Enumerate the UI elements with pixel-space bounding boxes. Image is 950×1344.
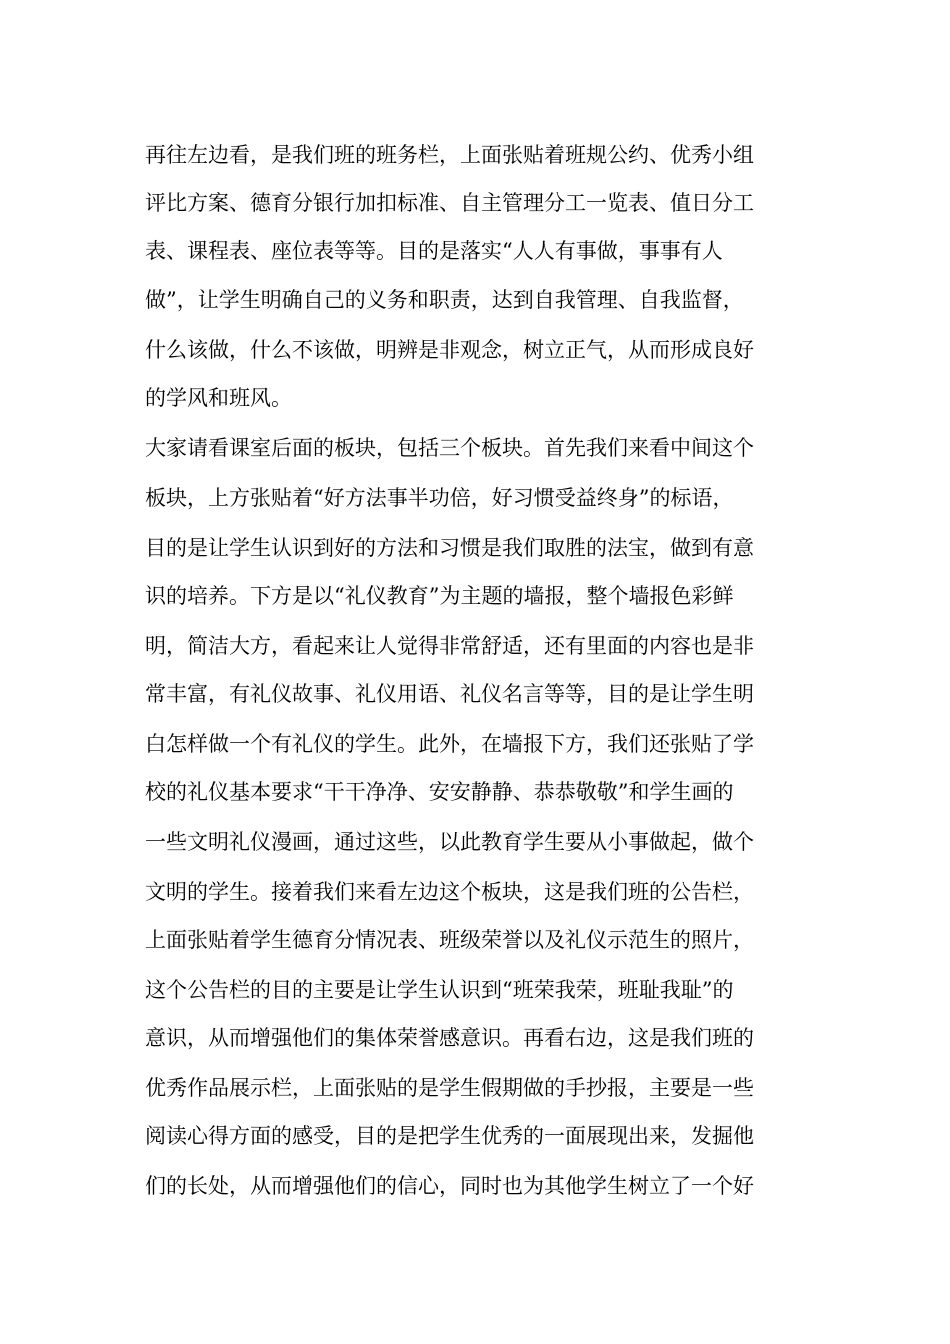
text-line: 阅读心得方面的感受，目的是把学生优秀的一面展现出来，发掘他 (145, 1124, 754, 1148)
text-line: 意识，从而增强他们的集体荣誉感意识。再看右边，这是我们班的 (145, 1026, 754, 1050)
text-line: 们的长处，从而增强他们的信心，同时也为其他学生树立了一个好 (145, 1174, 754, 1198)
text-line: 什么该做，什么不该做，明辨是非观念，树立正气，从而形成良好 (145, 338, 754, 362)
text-line: 一些文明礼仪漫画，通过这些，以此教育学生要从小事做起，做个 (145, 830, 754, 854)
text-line: 表、课程表、座位表等等。目的是落实“人人有事做，事事有人 (145, 239, 723, 263)
text-line: 白怎样做一个有礼仪的学生。此外，在墙报下方，我们还张贴了学 (145, 732, 754, 756)
text-line: 文明的学生。接着我们来看左边这个板块，这是我们班的公告栏， (145, 880, 754, 904)
text-line: 这个公告栏的目的主要是让学生认识到“班荣我荣，班耻我耻”的 (145, 978, 734, 1002)
text-line: 目的是让学生认识到好的方法和习惯是我们取胜的法宝，做到有意 (145, 536, 754, 560)
text-line: 评比方案、德育分银行加扣标准、自主管理分工一览表、值日分工 (145, 191, 754, 215)
text-line: 校的礼仪基本要求“干干净净、安安静静、恭恭敬敬”和学生画的 (145, 780, 734, 804)
text-line: 常丰富，有礼仪故事、礼仪用语、礼仪名言等等，目的是让学生明 (145, 682, 754, 706)
text-line: 做”，让学生明确自己的义务和职责，达到自我管理、自我监督， (145, 288, 744, 312)
text-line: 识的培养。下方是以“礼仪教育”为主题的墙报，整个墙报色彩鲜 (145, 584, 734, 608)
text-line: 明，简洁大方，看起来让人觉得非常舒适，还有里面的内容也是非 (145, 634, 754, 658)
text-line: 上面张贴着学生德育分情况表、班级荣誉以及礼仪示范生的照片， (145, 928, 754, 952)
text-line: 板块，上方张贴着“好方法事半功倍，好习惯受益终身”的标语， (145, 486, 734, 510)
text-line: 优秀作品展示栏，上面张贴的是学生假期做的手抄报，主要是一些 (145, 1076, 754, 1100)
text-line: 再往左边看，是我们班的班务栏，上面张贴着班规公约、优秀小组 (145, 143, 754, 167)
text-line: 的学风和班风。 (145, 386, 292, 410)
text-line: 大家请看课室后面的板块，包括三个板块。首先我们来看中间这个 (145, 436, 754, 460)
